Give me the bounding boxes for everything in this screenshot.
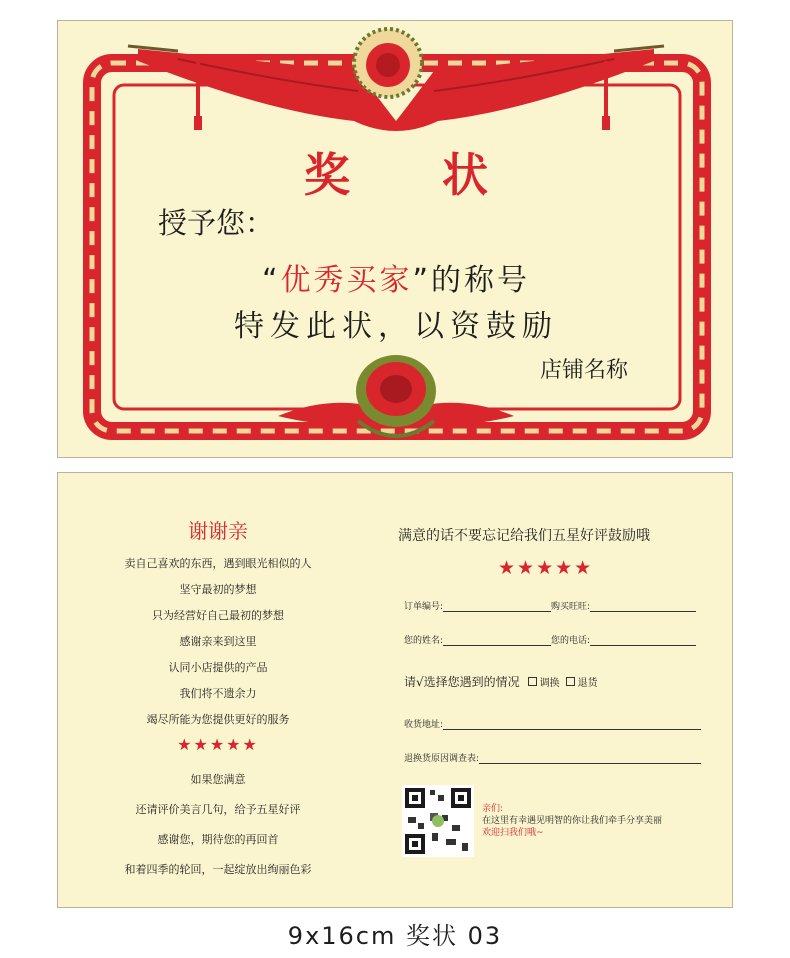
address-row <box>404 717 701 730</box>
contact-row <box>404 633 696 646</box>
qr-note <box>482 803 662 839</box>
review-title: 满意的话不要忘记给我们五星好评鼓励哦 <box>398 528 650 544</box>
buyer-id-field[interactable] <box>590 601 696 612</box>
honor-name: 优秀买家 <box>280 263 413 298</box>
reason-field[interactable] <box>479 753 701 764</box>
shop-name: 店铺名称 <box>540 358 629 383</box>
address-field[interactable] <box>443 719 701 730</box>
return-checkbox[interactable] <box>566 677 575 686</box>
thanks-line: 认同小店提供的产品 <box>168 661 268 674</box>
qr-cta: 欢迎扫我们哦~ <box>482 828 544 838</box>
star-rating-left: ★★★★★ <box>177 735 259 754</box>
order-no-field[interactable] <box>443 601 551 612</box>
exchange-checkbox[interactable] <box>528 677 537 686</box>
certificate-front-card <box>57 20 733 458</box>
feedback-back-card <box>57 472 733 908</box>
order-row <box>404 599 696 612</box>
honor-line <box>58 255 734 299</box>
name-field[interactable] <box>443 635 551 646</box>
phone-label: 您的电话: <box>551 636 591 646</box>
thanks-title: 谢谢亲 <box>188 519 248 543</box>
address-label: 收货地址: <box>404 720 444 730</box>
buyer-id-label: 购买旺旺: <box>551 602 591 612</box>
product-caption: 9x16cm 奖状 03 <box>287 922 503 950</box>
exchange-label: 调换 <box>539 678 560 689</box>
qr-label: 亲们: <box>482 804 504 814</box>
issue-line: 特发此状，以资鼓励 <box>234 309 558 344</box>
closing-line: 还请评价美言几句，给予五星好评 <box>135 803 301 816</box>
thanks-line: 坚守最初的梦想 <box>179 583 257 596</box>
thanks-line: 卖自己喜欢的东西，遇到眼光相似的人 <box>124 557 312 570</box>
honor-open-quote: “ <box>261 263 281 298</box>
closing-line: 如果您满意 <box>190 773 246 786</box>
thanks-line: 只为经营好自己最初的梦想 <box>152 609 284 622</box>
qr-text: 在这里有幸遇见明智的你让我们牵手分享美丽 <box>482 816 663 826</box>
star-rating-right: ★★★★★ <box>498 557 594 579</box>
rose-emblem <box>354 29 422 97</box>
situation-prompt: 请√选择您遇到的情况 <box>404 675 520 689</box>
thanks-line: 感谢亲来到这里 <box>179 635 257 648</box>
situation-row <box>404 673 598 690</box>
closing-line: 感谢您，期待您的再回首 <box>157 833 279 846</box>
thanks-line: 竭尽所能为您提供更好的服务 <box>146 713 290 726</box>
return-label: 退货 <box>577 678 598 689</box>
qr-code-icon <box>402 785 474 857</box>
award-title: 奖 状 <box>303 148 526 202</box>
thanks-line: 我们将不遗余力 <box>179 687 257 700</box>
reason-label: 退换货原因调查表: <box>404 754 480 764</box>
grant-to-label: 授予您： <box>158 206 275 240</box>
order-no-label: 订单编号: <box>404 602 444 612</box>
phone-field[interactable] <box>590 635 696 646</box>
name-label: 您的姓名: <box>404 636 444 646</box>
closing-line: 和着四季的轮回，一起绽放出绚丽色彩 <box>124 863 312 876</box>
honor-close: ”的称号 <box>412 263 531 298</box>
reason-row <box>404 751 701 764</box>
